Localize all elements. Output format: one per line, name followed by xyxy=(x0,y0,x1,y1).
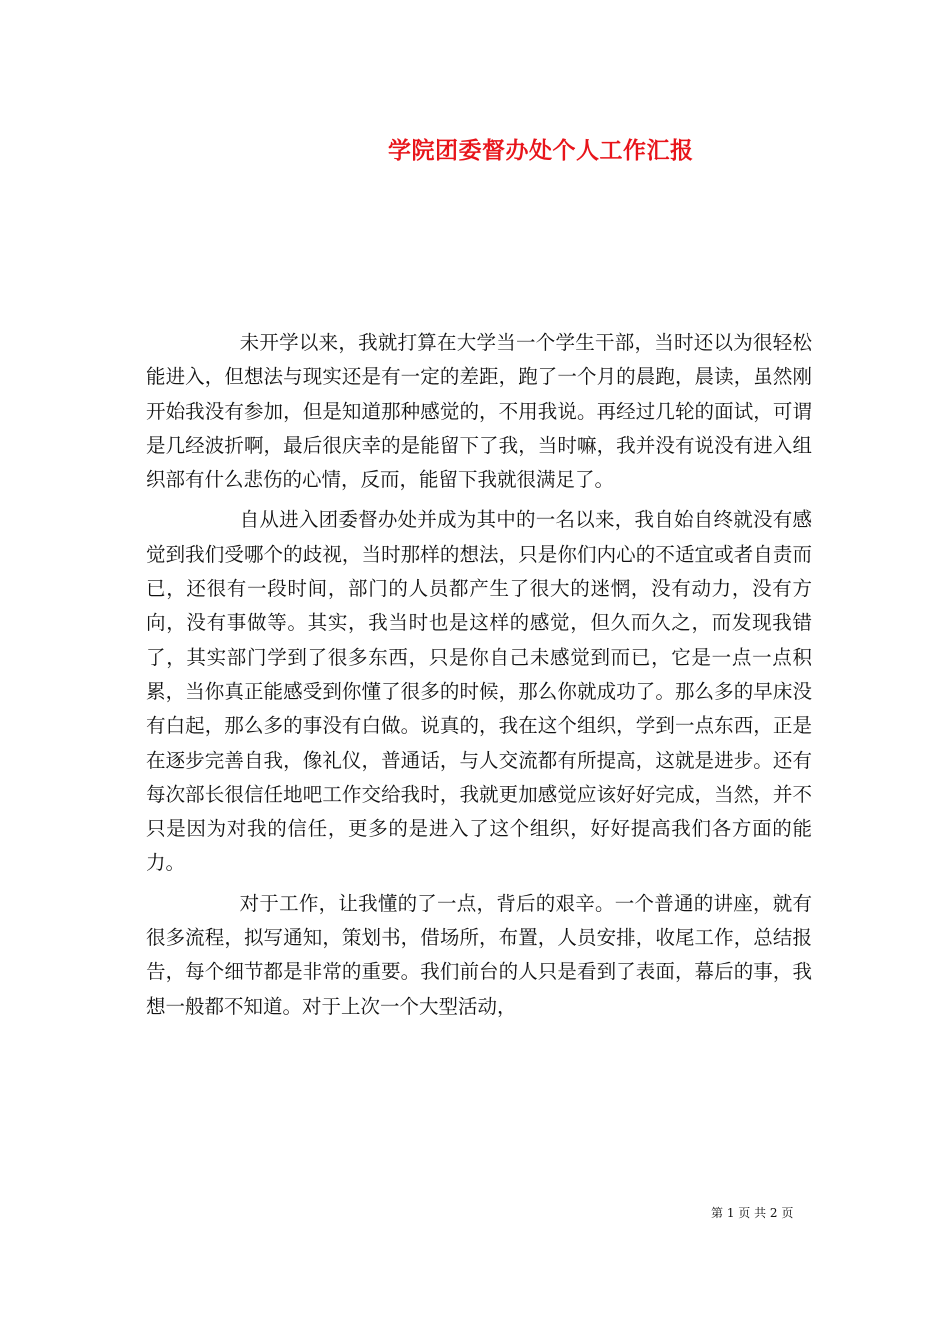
paragraph-3: 对于工作，让我懂的了一点，背后的艰辛。一个普通的讲座，就有很多流程，拟写通知，策划书，借场所，布置，人员安排，收尾工作，总结报告，每个细节都是非常的重要。我们前台的人只是看到了表面，幕后的事，我想一般都不知道。对于上次一个大型活动， xyxy=(146,891,812,1018)
page-number-footer: 第 1 页 共 2 页 xyxy=(711,1206,794,1220)
paragraph-1: 未开学以来，我就打算在大学当一个学生干部，当时还以为很轻松能进入，但想法与现实还是有一定的差距，跑了一个月的晨跑，晨读，虽然刚开始我没有参加，但是知道那种感觉的，不用我说。再经过几轮的面试，可谓是几经波折啊，最后很庆幸的是能留下了我，当时嘛，我并没有说没有进入组织部有什么悲伤的心情，反而，能留下我就很满足了。 xyxy=(146,331,812,492)
document-title: 学院团委督办处个人工作汇报 xyxy=(388,137,694,164)
paragraph-2: 自从进入团委督办处并成为其中的一名以来，我自始自终就没有感觉到我们受哪个的歧视，当时那样的想法，只是你们内心的不适宜或者自责而已，还很有一段时间，部门的人员都产生了很大的迷惘，没有动力，没有方向，没有事做等。其实，我当时也是这样的感觉，但久而久之，而发现我错了，其实部门学到了很多东西，只是你自己未感觉到而已，它是一点一点积累，当你真正能感受到你懂了很多的时候，那么你就成功了。那么多的早床没有白起，那么多的事没有白做。说真的，我在这个组织，学到一点东西，正是在逐步完善自我，像礼仪，普通话，与人交流都有所提高，这就是进步。还有每次部长很信任地吧工作交给我时，我就更加感觉应该好好完成，当然，并不只是因为对我的信任，更多的是进入了这个组织，好好提高我们各方面的能力。 xyxy=(146,508,812,875)
document-body xyxy=(146,326,812,1030)
